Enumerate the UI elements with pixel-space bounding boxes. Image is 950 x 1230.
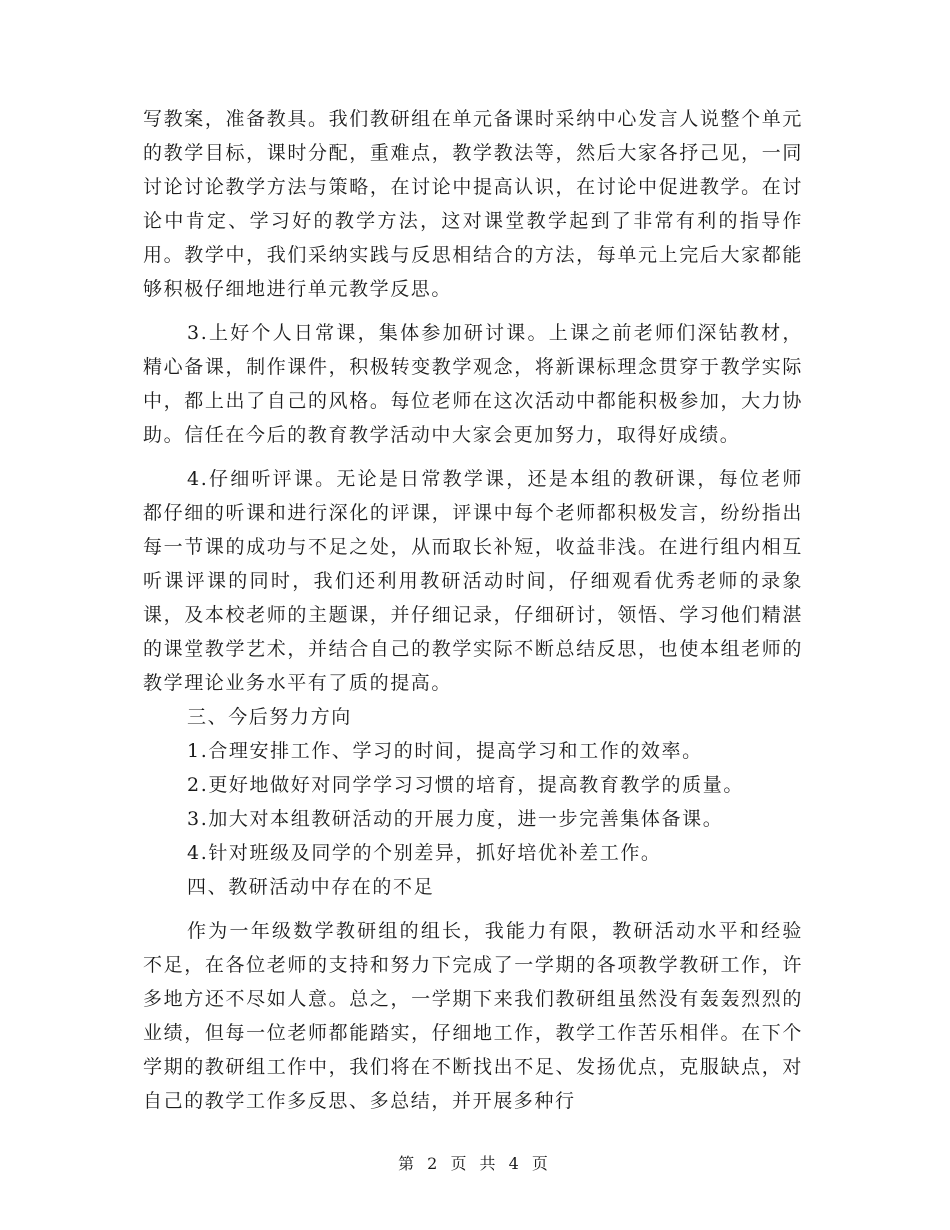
list-item: 1.合理安排工作、学习的时间，提高学习和工作的效率。 bbox=[187, 740, 703, 762]
paragraph-section-4: 作为一年级数学教研组的组长，我能力有限，教研活动水平和经验不足，在各位老师的支持和努力下完成了一学期的各项教学教研工作，许多地方还不尽如人意。总之，一学期下来我们教研组虽然没有轰轰烈烈的业绩，但每一位老师都能踏实，仔细地工作，教学工作苦乐相伴。在下个学期的教研组工作中，我们将在不断找出不足、发扬优点，克服缺点，对自己的教学工作多反思、多总结，并开展多种行 bbox=[143, 920, 803, 1112]
paragraph-item-3: 3.上好个人日常课，集体参加研讨课。上课之前老师们深钻教材，精心备课，制作课件，积极转变教学观念，将新课标理念贯穿于教学实际中，都上出了自己的风格。每位老师在这次活动中都能积极参加，大力协助。信任在今后的教育教学活动中大家会更加努力，取得好成绩。 bbox=[143, 322, 803, 446]
paragraph-item-4: 4.仔细听评课。无论是日常教学课，还是本组的教研课，每位老师都仔细的听课和进行深化的评课，评课中每个老师都积极发言，纷纷指出每一节课的成功与不足之处，从而取长补短，收益非浅。在进行组内相互听课评课的同时，我们还利用教研活动时间，仔细观看优秀老师的录象课，及本校老师的主题课，并仔细记录，仔细研讨，领悟、学习他们精湛的课堂教学艺术，并结合自己的教学实际不断总结反思，也使本组老师的教学理论业务水平有了质的提高。 bbox=[143, 468, 803, 694]
paragraph-continuation: 写教案，准备教具。我们教研组在单元备课时采纳中心发言人说整个单元的教学目标，课时分配，重难点，教学教法等，然后大家各抒己见，一同讨论讨论教学方法与策略，在讨论中提高认识，在讨论中促进教学。在讨论中肯定、学习好的教学方法，这对课堂教学起到了非常有利的指导作用。教学中，我们采纳实践与反思相结合的方法，每单元上完后大家都能够积极仔细地进行单元教学反思。 bbox=[143, 108, 803, 300]
page-number-footer: 第 2 页 共 4 页 bbox=[398, 1154, 552, 1173]
list-item: 3.加大对本组教研活动的开展力度，进一步完善集体备课。 bbox=[187, 808, 724, 830]
page-body bbox=[143, 102, 803, 1118]
section-heading-4: 四、教研活动中存在的不足 bbox=[187, 876, 435, 898]
section-heading-3: 三、今后努力方向 bbox=[187, 706, 352, 728]
list-item: 2.更好地做好对同学学习习惯的培育，提高教育教学的质量。 bbox=[187, 774, 744, 796]
list-item: 4.针对班级及同学的个别差异，抓好培优补差工作。 bbox=[187, 842, 662, 864]
